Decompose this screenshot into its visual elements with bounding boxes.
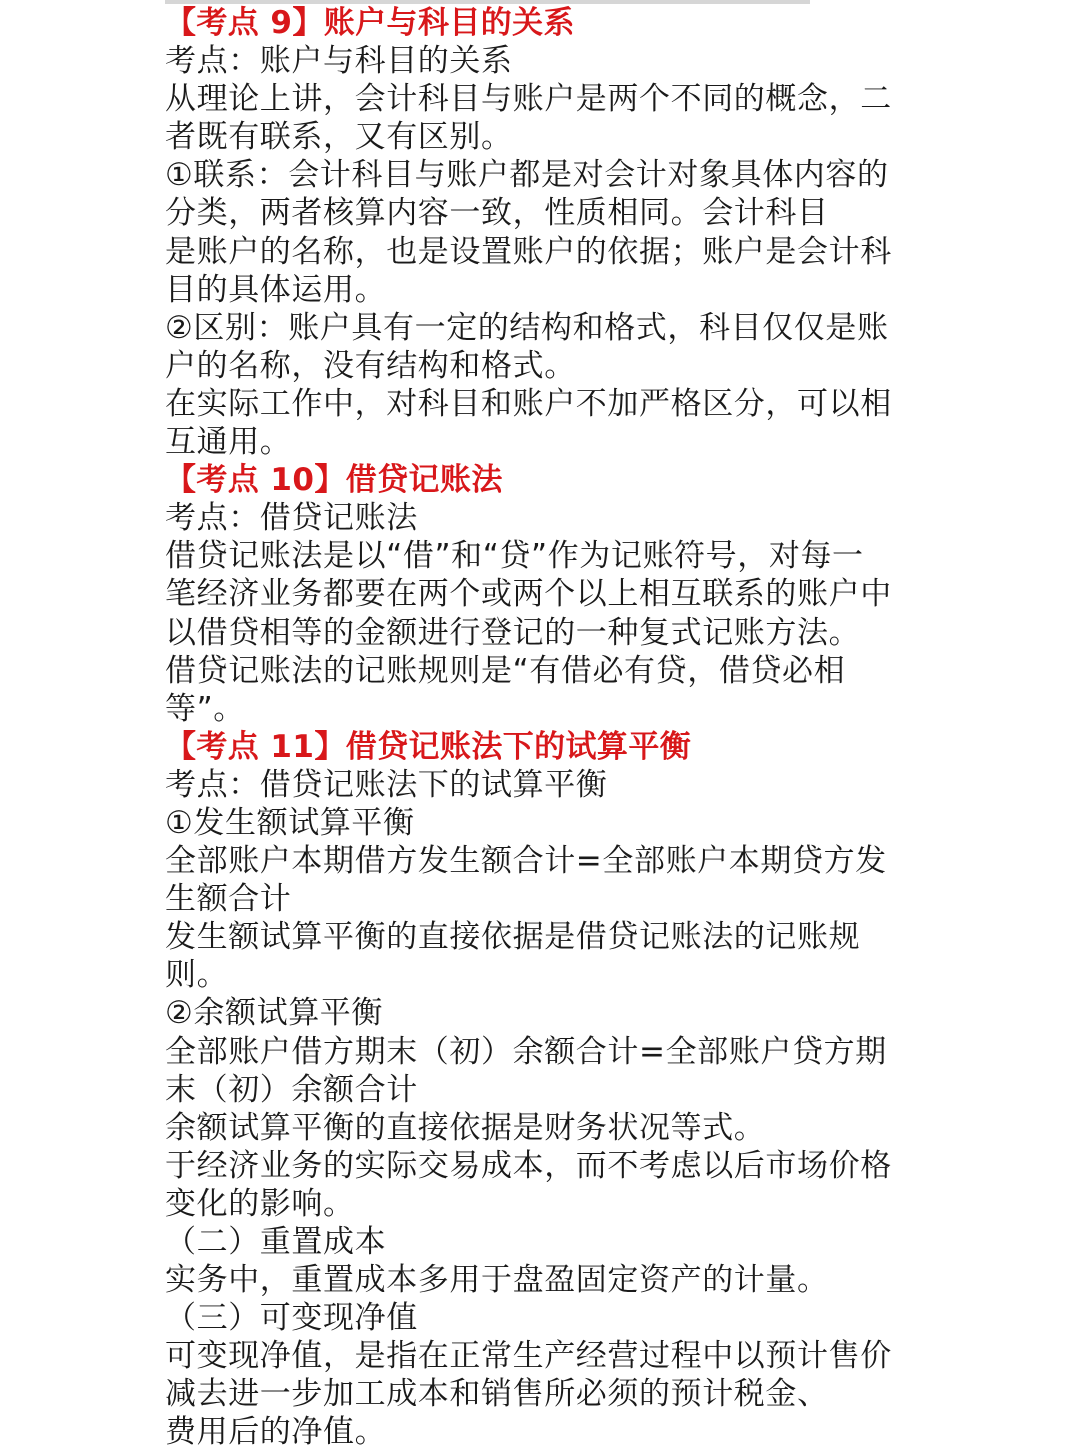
text-line: 可变现净值，是指在正常生产经营过程中以预计售价 (165, 1338, 892, 1375)
document-text (165, 4, 925, 1452)
text-line: 笔经济业务都要在两个或两个以上相互联系的账户中 (165, 576, 892, 613)
text-line: 发生额试算平衡的直接依据是借贷记账法的记账规 (165, 919, 861, 956)
text-line: 全部账户借方期末（初）余额合计=全部账户贷方期 (165, 1033, 887, 1070)
text-line: 余额试算平衡的直接依据是财务状况等式。 (165, 1109, 766, 1146)
text-line: 从理论上讲，会计科目与账户是两个不同的概念，二 (165, 81, 892, 118)
heading-kaodian-10: 【考点 10】借贷记账法 (165, 462, 503, 499)
heading-kaodian-9: 【考点 9】账户与科目的关系 (165, 5, 575, 41)
text-line: 考点：借贷记账法 (165, 500, 418, 537)
text-line: 全部账户本期借方发生额合计=全部账户本期贷方发 (165, 843, 887, 880)
text-line: 考点：借贷记账法下的试算平衡 (165, 766, 608, 803)
text-line: 生额合计 (165, 881, 292, 918)
text-line: 以借贷相等的金额进行登记的一种复式记账方法。 (165, 614, 861, 651)
text-line: ②区别：账户具有一定的结构和格式，科目仅仅是账 (165, 309, 889, 346)
heading-kaodian-11: 【考点 11】借贷记账法下的试算平衡 (165, 728, 692, 765)
text-line: ①联系：会计科目与账户都是对会计对象具体内容的 (165, 157, 889, 194)
text-line: 则。 (165, 957, 229, 994)
text-line: 互通用。 (165, 424, 292, 461)
text-line: 减去进一步加工成本和销售所必须的预计税金、 (165, 1376, 829, 1413)
text-line: （三）可变现净值 (165, 1300, 418, 1337)
text-line: 考点：账户与科目的关系 (165, 43, 513, 80)
text-line: ②余额试算平衡 (165, 995, 383, 1032)
text-line: 在实际工作中，对科目和账户不加严格区分，可以相 (165, 385, 892, 422)
text-line: 分类，两者核算内容一致，性质相同。会计科目 (165, 195, 829, 232)
text-line: 费用后的净值。 (165, 1414, 387, 1451)
text-line: 借贷记账法的记账规则是“有借必有贷，借贷必相 (165, 652, 846, 689)
text-line: 于经济业务的实际交易成本，而不考虑以后市场价格 (165, 1147, 892, 1184)
text-line: 借贷记账法是以“借”和“贷”作为记账符号，对每一 (165, 538, 864, 575)
text-line: 实务中，重置成本多用于盘盈固定资产的计量。 (165, 1262, 829, 1299)
text-line: 末（初）余额合计 (165, 1071, 418, 1108)
text-line: 目的具体运用。 (165, 271, 387, 308)
text-line: 是账户的名称，也是设置账户的依据；账户是会计科 (165, 233, 892, 270)
text-line: 者既有联系，又有区别。 (165, 119, 513, 156)
text-line: 户的名称，没有结构和格式。 (165, 347, 576, 384)
text-line: 变化的影响。 (165, 1185, 355, 1222)
text-line: （二）重置成本 (165, 1224, 387, 1260)
text-line: 等”。 (165, 690, 245, 727)
text-line: ①发生额试算平衡 (165, 804, 415, 841)
